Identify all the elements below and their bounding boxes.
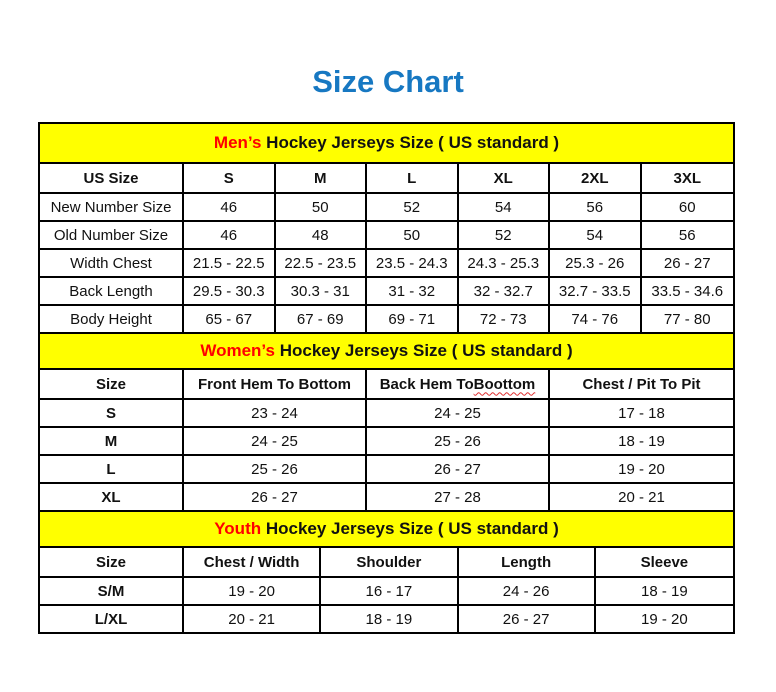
youth-column-header: Length: [459, 548, 596, 576]
mens-column-header: XL: [459, 164, 551, 192]
youth-column-header: Chest / Width: [184, 548, 321, 576]
data-cell: 18 - 19: [618, 432, 665, 450]
row-label: Back Length: [40, 278, 184, 304]
page-title: Size Chart: [312, 64, 464, 99]
row-label: S/M: [40, 578, 184, 604]
youth-column-header: Sleeve: [640, 553, 689, 571]
data-cell: 46: [184, 222, 276, 248]
data-cell: 50: [367, 222, 459, 248]
row-label: M: [40, 428, 184, 454]
womens-title-accent: Women’s: [200, 341, 275, 360]
data-cell: 56: [550, 194, 642, 220]
youth-column-header: Shoulder: [321, 548, 458, 576]
data-cell: 77 - 80: [663, 310, 711, 328]
data-cell: 24 - 25: [367, 400, 550, 426]
data-cell: 25 - 26: [184, 456, 367, 482]
data-cell: 54: [550, 222, 642, 248]
womens-data-row: [40, 428, 733, 456]
data-cell: 27 - 28: [367, 484, 550, 510]
data-cell: 23 - 24: [184, 400, 367, 426]
data-cell: 18 - 19: [641, 582, 688, 600]
data-cell: 24 - 25: [184, 428, 367, 454]
data-cell: 26 - 27: [459, 606, 596, 632]
data-cell: 32.7 - 33.5: [550, 278, 642, 304]
section-mens: [40, 124, 733, 334]
data-cell: 20 - 21: [184, 606, 321, 632]
data-cell: 54: [459, 194, 551, 220]
mens-data-row: [40, 278, 733, 306]
data-cell: 52: [367, 194, 459, 220]
youth-column-header: Size: [40, 548, 184, 576]
data-cell: 31 - 32: [367, 278, 459, 304]
data-cell: 60: [678, 198, 696, 216]
mens-column-header: 2XL: [550, 164, 642, 192]
data-cell: 30.3 - 31: [276, 278, 368, 304]
youth-data-row: [40, 606, 733, 632]
row-label: S: [40, 400, 184, 426]
mens-section-title: [40, 124, 733, 164]
data-cell: 65 - 67: [184, 306, 276, 332]
data-cell: 21.5 - 22.5: [184, 250, 276, 276]
womens-section-title: [40, 334, 733, 370]
size-chart-table: [38, 122, 735, 634]
mens-data-row: [40, 194, 733, 222]
data-cell: 25 - 26: [367, 428, 550, 454]
data-cell: 24.3 - 25.3: [459, 250, 551, 276]
data-cell: 33.5 - 34.6: [651, 282, 724, 300]
youth-title-accent: Youth: [214, 519, 262, 538]
data-cell: 26 - 27: [184, 484, 367, 510]
mens-data-row: [40, 306, 733, 334]
misspelled-word: Boottom: [473, 375, 536, 393]
youth-header-row: [40, 548, 733, 578]
data-cell: 18 - 19: [321, 606, 458, 632]
mens-data-row: [40, 250, 733, 278]
womens-data-row: [40, 400, 733, 428]
row-label: L: [40, 456, 184, 482]
row-label: Width Chest: [40, 250, 184, 276]
mens-title-text: Hockey Jerseys Size ( US standard ): [261, 133, 560, 152]
row-label: L/XL: [40, 606, 184, 632]
data-cell: 16 - 17: [321, 578, 458, 604]
data-cell: 23.5 - 24.3: [367, 250, 459, 276]
row-label: Body Height: [40, 306, 184, 332]
mens-header-row: [40, 164, 733, 194]
data-cell: 56: [678, 226, 696, 244]
data-cell: 19 - 20: [641, 610, 688, 628]
womens-column-header: [367, 370, 550, 398]
mens-column-header: US Size: [40, 164, 184, 192]
womens-data-row: [40, 456, 733, 484]
section-womens: [40, 334, 733, 512]
section-youth: [40, 512, 733, 632]
mens-column-header: S: [184, 164, 276, 192]
data-cell: 29.5 - 30.3: [184, 278, 276, 304]
data-cell: 17 - 18: [618, 404, 665, 422]
data-cell: 46: [184, 194, 276, 220]
youth-title-text: Hockey Jerseys Size ( US standard ): [261, 519, 559, 538]
data-cell: 24 - 26: [459, 578, 596, 604]
data-cell: 20 - 21: [618, 488, 665, 506]
womens-column-header: Chest / Pit To Pit: [582, 375, 701, 393]
data-cell: 22.5 - 23.5: [276, 250, 368, 276]
data-cell: 72 - 73: [459, 306, 551, 332]
data-cell: 52: [459, 222, 551, 248]
youth-data-row: [40, 578, 733, 606]
data-cell: 48: [276, 222, 368, 248]
mens-column-header: 3XL: [673, 169, 701, 187]
row-label: Old Number Size: [40, 222, 184, 248]
data-cell: 50: [276, 194, 368, 220]
data-cell: 19 - 20: [618, 460, 665, 478]
youth-section-title: [40, 512, 733, 548]
mens-title-accent: Men’s: [213, 133, 262, 152]
data-cell: 74 - 76: [550, 306, 642, 332]
header-text: Back Hem To: [379, 375, 474, 393]
mens-column-header: M: [276, 164, 368, 192]
womens-column-header: Front Hem To Bottom: [184, 370, 367, 398]
womens-header-row: [40, 370, 733, 400]
data-cell: 25.3 - 26: [550, 250, 642, 276]
womens-data-row: [40, 484, 733, 512]
data-cell: 26 - 27: [367, 456, 550, 482]
row-label: XL: [40, 484, 184, 510]
mens-data-row: [40, 222, 733, 250]
womens-title-text: Hockey Jerseys Size ( US standard ): [274, 341, 573, 360]
data-cell: 69 - 71: [367, 306, 459, 332]
womens-column-header: Size: [40, 370, 184, 398]
data-cell: 32 - 32.7: [459, 278, 551, 304]
data-cell: 26 - 27: [663, 254, 711, 272]
mens-column-header: L: [367, 164, 459, 192]
row-label: New Number Size: [40, 194, 184, 220]
data-cell: 67 - 69: [276, 306, 368, 332]
data-cell: 19 - 20: [184, 578, 321, 604]
